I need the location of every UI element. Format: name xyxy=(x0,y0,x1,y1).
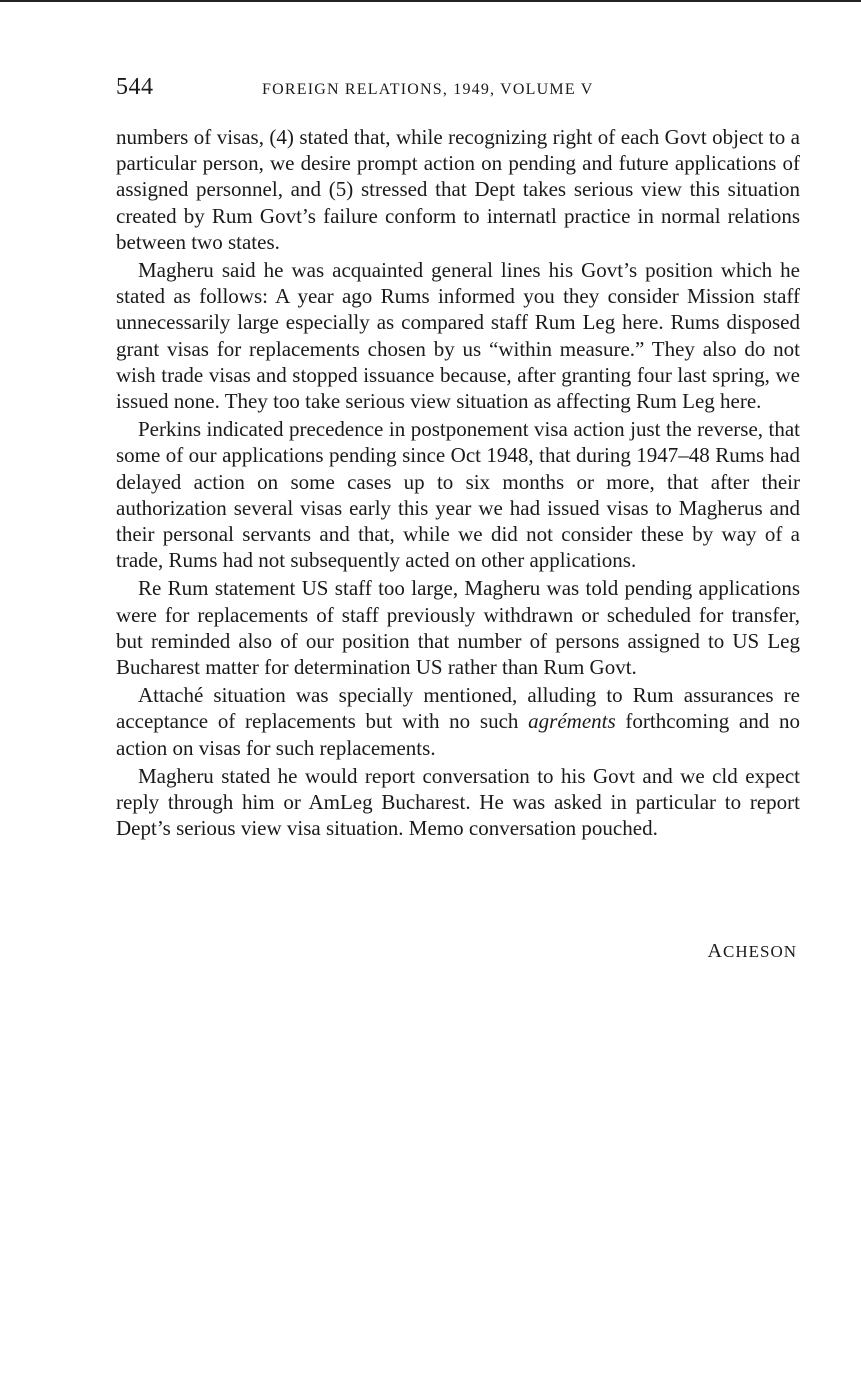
agrements-italic: agréments xyxy=(528,709,616,734)
paragraph-magheru-report: Magheru stated he would report conversation to his Govt and we cld expect reply through him or AmLeg Bucharest. He was asked in particular to report Dept’s serious view visa situation. Memo conversation pouched. xyxy=(116,763,800,841)
signature-rest: CHESON xyxy=(722,942,797,961)
paragraph-continued: numbers of visas, (4) stated that, while recognizing right of each Govt object to a particular person, we desire prompt action on pending and future applications of assigned personnel, and (5) stressed that Dept takes serious view this situation created by Rum Govt’s failure conform to internatl practice in normal relations between two states. xyxy=(116,125,800,254)
top-edge-rule xyxy=(0,0,861,2)
page-number: 544 xyxy=(116,74,154,100)
running-head xyxy=(116,72,800,106)
signature-acheson xyxy=(708,940,797,963)
running-title: FOREIGN RELATIONS, 1949, VOLUME V xyxy=(262,81,594,98)
paragraph-staff-size: Re Rum statement US staff too large, Magheru was told pending applications were for replacements of staff previously withdrawn or scheduled for transfer, but reminded also of our position that number of persons assigned to US Leg Bucharest matter for determination US rather than Rum Govt. xyxy=(116,576,800,680)
paragraph-attache-situation xyxy=(116,682,800,761)
paragraph-magheru-position: Magheru said he was acquainted general lines his Govt’s position which he stated as follows: A year ago Rums informed you they consider Mission staff unnecessarily large especially as compared staff Rum Leg here. Rums disposed grant visas for replacements chosen by us “within measure.” They also do not wish trade visas and stopped issuance because, after granting four last spring, we issued none. They too take serious view situation as affecting Rum Leg here. xyxy=(116,258,800,414)
paragraph-perkins-reply: Perkins indicated precedence in postponement visa action just the reverse, that some of our applications pending since Oct 1948, that during 1947–48 Rums had delayed action on some cases up to six months or more, that after their authorization several visas early this year we had issued visas to Magherus and their personal servants and that, while we did not consider these by way of a trade, Rums had not subsequently acted on other applications. xyxy=(116,417,800,573)
attache-text-before: Attaché situation was specially mentioned, alluding to Rum assurances re acceptance of replacements but with no such xyxy=(116,683,800,734)
attache-text-after: forthcoming and no action on visas for such replacements. xyxy=(116,709,800,760)
body-text xyxy=(116,124,800,841)
signature-initial: A xyxy=(707,940,723,962)
